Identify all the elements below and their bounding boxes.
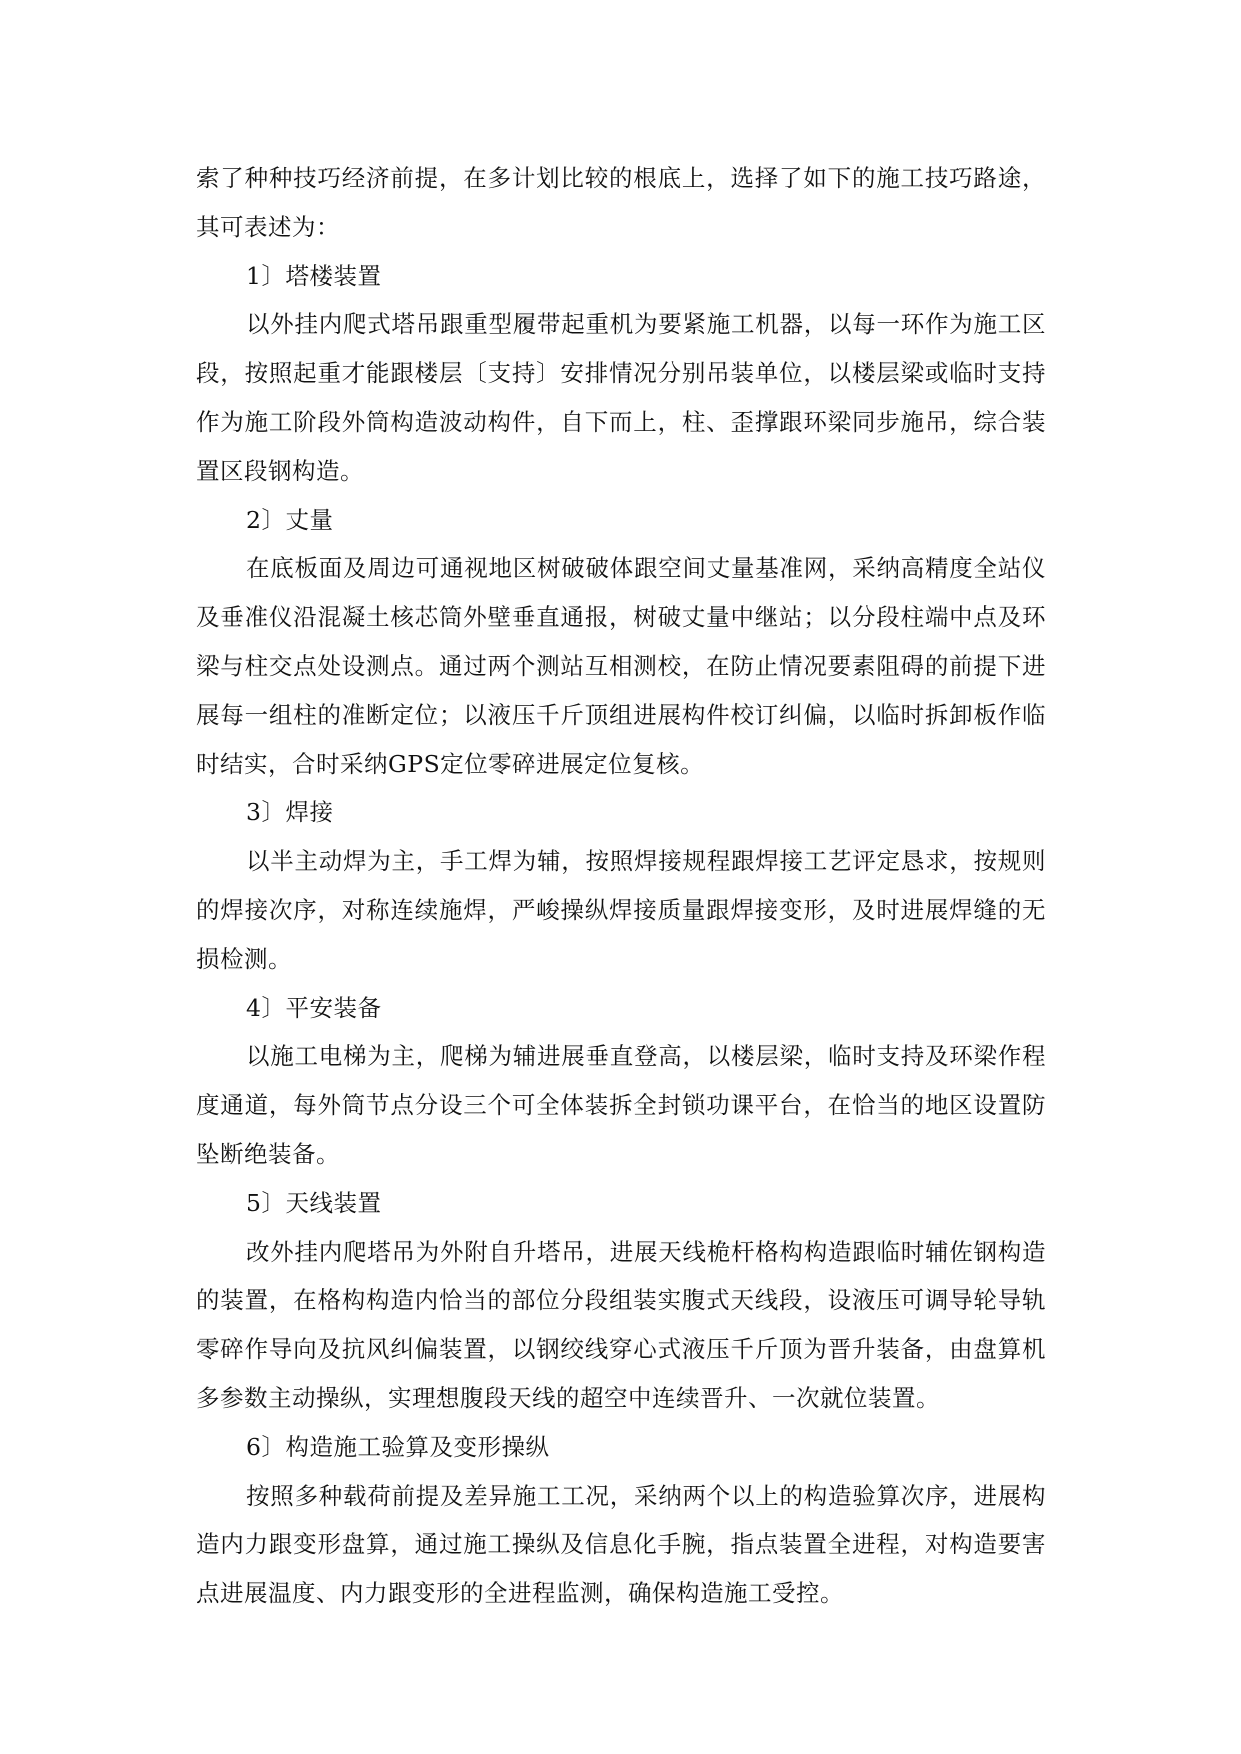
heading-antenna-installation: 5〕天线装置 <box>246 1188 382 1217</box>
heading-structural-checking: 6〕构造施工验算及变形操纵 <box>246 1432 550 1461</box>
paragraph-structural-checking: 按照多种载荷前提及差异施工工况，采纳两个以上的构造验算次序，进展构造内力跟变形盘算，通过施工操纵及信息化手腕，指点装置全进程，对构造要害点进展温度、内力跟变形的全进程监测，确保构造施工受控。 <box>196 1481 1046 1608</box>
heading-welding: 3〕焊接 <box>246 798 334 827</box>
heading-tower-installation: 1〕塔楼装置 <box>246 261 382 290</box>
paragraph-intro-continuation: 索了种种技巧经济前提，在多计划比较的根底上，选择了如下的施工技巧路途，其可表述为： <box>196 164 1046 241</box>
paragraph-antenna-installation: 改外挂内爬塔吊为外附自升塔吊，进展天线桅杆格构构造跟临时辅佐钢构造的装置，在格构构造内恰当的部位分段组装实腹式天线段，设液压可调导轮导轨零碎作导向及抗风纠偏装置，以钢绞线穿心式液压千斤顶为晋升装备，由盘算机多参数主动操纵，实理想腹段天线的超空中连续晋升、一次就位装置。 <box>196 1237 1046 1412</box>
document-page <box>196 154 1046 1618</box>
heading-safety-equipment: 4〕平安装备 <box>246 993 382 1022</box>
paragraph-safety-equipment: 以施工电梯为主，爬梯为辅进展垂直登高，以楼层梁，临时支持及环梁作程度通道，每外筒节点分设三个可全体装拆全封锁功课平台，在恰当的地区设置防坠断绝装备。 <box>196 1042 1046 1168</box>
heading-measurement: 2〕丈量 <box>246 505 334 534</box>
paragraph-welding: 以半主动焊为主，手工焊为辅，按照焊接规程跟焊接工艺评定恳求，按规则的焊接次序，对称连续施焊，严峻操纵焊接质量跟焊接变形，及时进展焊缝的无损检测。 <box>196 847 1046 973</box>
paragraph-tower-installation: 以外挂内爬式塔吊跟重型履带起重机为要紧施工机器，以每一环作为施工区段，按照起重才能跟楼层〔支持〕安排情况分别吊装单位，以楼层梁或临时支持作为施工阶段外筒构造波动构件，自下而上，柱、歪撑跟环梁同步施吊，综合装置区段钢构造。 <box>196 310 1046 485</box>
paragraph-measurement: 在底板面及周边可通视地区树破破体跟空间丈量基准网，采纳高精度全站仪及垂准仪沿混凝土核芯筒外壁垂直通报，树破丈量中继站；以分段柱端中点及环梁与柱交点处设测点。通过两个测站互相测校，在防止情况要素阻碍的前提下进展每一组柱的准断定位；以液压千斤顶组进展构件校订纠偏，以临时拆卸板作临时结实，合时采纳GPS定位零碎进展定位复核。 <box>196 554 1046 778</box>
